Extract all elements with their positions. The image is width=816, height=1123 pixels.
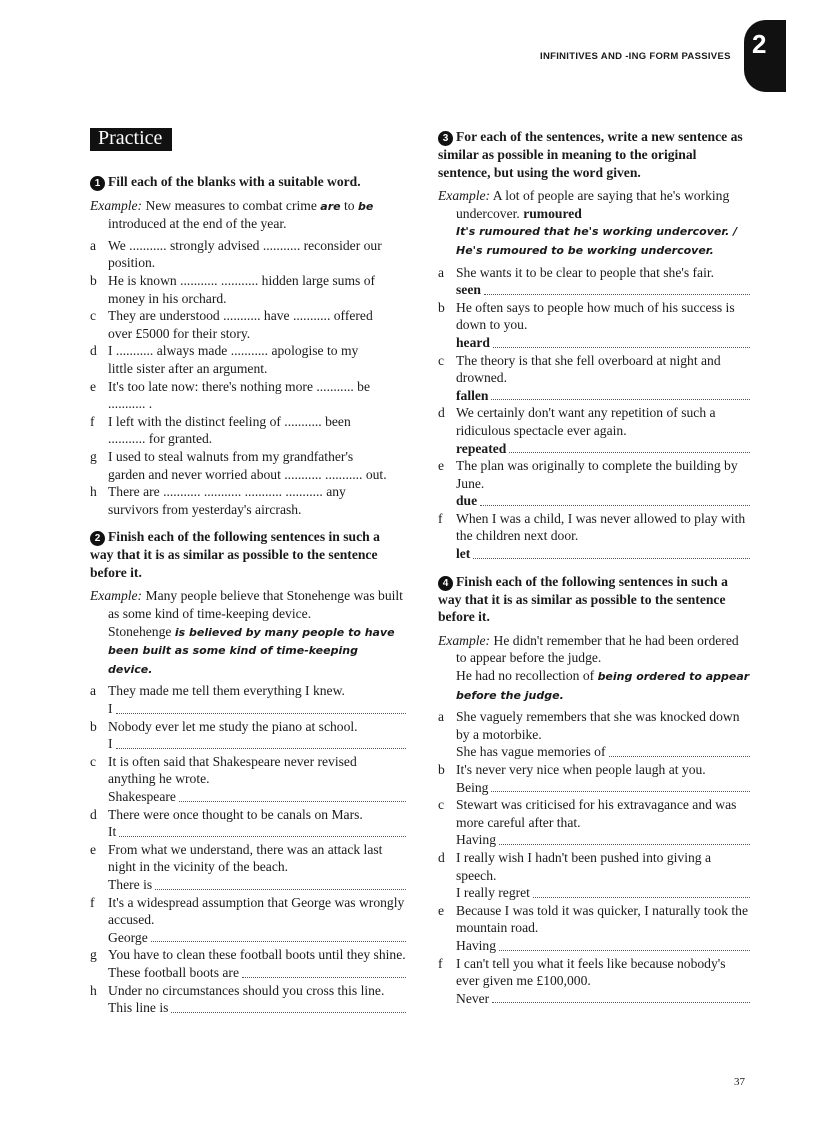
item-sentence: He often says to people how much of his success is down to you. [456, 299, 735, 333]
left-column [90, 128, 406, 1017]
exercise-item [438, 902, 750, 955]
answer-line[interactable] [491, 780, 750, 792]
item-letter: g [90, 448, 97, 464]
item-letter: a [90, 237, 97, 253]
item-letter: d [438, 849, 445, 865]
item-line: little sister after an argument. [108, 360, 268, 376]
exercise-item [90, 806, 406, 841]
item-letter: c [90, 753, 97, 769]
start-word: I [108, 736, 113, 752]
item-letter: e [438, 902, 445, 918]
item-sentence: We certainly don't want any repetition of such a ridiculous spectacle ever again. [456, 405, 716, 438]
item-letter: b [438, 762, 445, 777]
exercise-item [438, 761, 750, 796]
item-letter: b [90, 272, 97, 288]
item-letter: d [90, 806, 97, 822]
answer-line[interactable] [155, 878, 406, 890]
item-line: survivors from yesterday's aircrash. [108, 501, 302, 517]
exercise-item [438, 352, 750, 405]
exercise-item [90, 448, 406, 483]
item-line: He is known ........... ........... hidden large sums of [108, 272, 376, 288]
exercise-number-icon: 3 [438, 131, 453, 146]
exercise-3-items [438, 264, 750, 563]
item-sentence: From what we understand, there was an attack last night in the vicinity of the beach. [108, 841, 383, 875]
exercise-item [438, 849, 750, 902]
answer-line[interactable] [499, 833, 750, 845]
key-word: seen [456, 282, 481, 298]
exercise-item [438, 510, 750, 563]
exercise-1-items [90, 237, 406, 519]
exercise-item [90, 237, 406, 272]
key-word: fallen [456, 387, 489, 403]
item-line: ........... . [108, 396, 153, 412]
answer-line[interactable] [116, 702, 406, 714]
key-word: let [456, 546, 471, 562]
start-word: Having [456, 937, 497, 953]
item-sentence: She vaguely remembers that she was knocked down by a motorbike. [456, 709, 740, 742]
start-word: It [108, 824, 117, 840]
item-letter: h [90, 982, 97, 998]
item-letter: f [438, 510, 443, 526]
exercise-item [90, 342, 406, 377]
exercise-item [90, 982, 406, 1017]
item-sentence: She wants it to be clear to people that she's fair. [456, 264, 715, 280]
exercise-item [90, 682, 406, 717]
item-sentence: There were once thought to be canals on Mars. [108, 806, 363, 822]
exercise-2-items [90, 682, 406, 1016]
item-letter: g [90, 947, 97, 963]
running-header: INFINITIVES AND -ING FORM PASSIVES [540, 51, 731, 62]
item-sentence: I really wish I hadn't been pushed into giving a speech. [456, 849, 712, 883]
item-letter: c [438, 797, 445, 813]
item-letter: a [90, 683, 97, 699]
exercise-number-icon: 4 [438, 576, 453, 591]
item-letter: a [438, 709, 445, 725]
answer-line[interactable] [609, 745, 751, 757]
item-sentence: It's never very nice when people laugh at you. [456, 762, 706, 777]
exercise-item [90, 946, 406, 981]
exercise-item [438, 708, 750, 761]
exercise-1-title: 1 Fill each of the blanks with a suitable word. [90, 173, 406, 191]
start-word: I [108, 701, 113, 717]
item-letter: f [90, 894, 95, 910]
start-word: George [108, 929, 148, 945]
practice-heading: Practice [90, 128, 172, 151]
answer-line[interactable] [151, 930, 406, 942]
start-word: Having [456, 832, 497, 848]
item-line: I left with the distinct feeling of ........... been [108, 413, 351, 429]
answer-line[interactable] [116, 737, 406, 749]
start-word: These football boots are [108, 964, 239, 980]
item-sentence: Stewart was criticised for his extravagance and was more careful after that. [456, 797, 737, 830]
item-line: garden and never worried about ........... ........... out. [108, 466, 387, 482]
item-letter: b [90, 718, 97, 734]
exercise-item [438, 457, 750, 510]
answer-line[interactable] [491, 388, 750, 400]
exercise-item [438, 955, 750, 1008]
item-line: They are understood ........... have ........... offered [108, 308, 373, 324]
key-word: repeated [456, 440, 507, 456]
start-word: She has vague memories of [456, 744, 606, 760]
item-letter: d [90, 343, 97, 359]
start-word: Shakespeare [108, 789, 176, 804]
item-sentence: I can't tell you what it feels like because nobody's ever given me £100,000. [456, 955, 726, 989]
item-sentence: It's a widespread assumption that George was wrongly accused. [108, 894, 405, 928]
exercise-3-title: 3 For each of the sentences, write a new sentence as similar as possible in meaning to the original sentence, but using the word given. [438, 129, 743, 180]
item-letter: h [90, 484, 97, 500]
exercise-3-example: Example: A lot of people are saying that he's working undercover. rumoured It's rumoured that he's working undercover. / He's rumoured to be working undercover. [438, 188, 738, 257]
exercise-number-icon: 2 [90, 531, 105, 546]
exercise-4-items [438, 708, 750, 1007]
item-sentence: Nobody ever let me study the piano at school. [108, 718, 358, 734]
exercise-number-icon: 1 [90, 176, 105, 191]
start-word: Being [456, 779, 489, 795]
answer-line[interactable] [492, 991, 750, 1003]
exercise-item [438, 264, 750, 299]
item-sentence: You have to clean these football boots until they shine. [108, 947, 406, 963]
item-letter: f [438, 955, 443, 971]
start-word: I really regret [456, 885, 530, 901]
item-line: We ........... strongly advised ........... reconsider our [108, 237, 382, 253]
item-line: It's too late now: there's nothing more ........... be [108, 378, 370, 394]
answer-line[interactable] [484, 283, 750, 295]
answer-line[interactable] [533, 886, 750, 898]
item-sentence: Under no circumstances should you cross this line. [108, 982, 385, 998]
answer-line[interactable] [499, 939, 750, 951]
exercise-item [90, 272, 406, 307]
exercise-item [90, 413, 406, 448]
exercise-item [90, 483, 406, 518]
item-line: position. [108, 255, 156, 271]
answer-line[interactable] [242, 966, 406, 978]
exercise-4-title: 4 Finish each of the following sentences in such a way that it is as similar as possible to the sentence before it. [438, 573, 728, 625]
key-word: due [456, 493, 478, 509]
item-line: There are ........... ........... ........... ........... any [108, 484, 346, 500]
item-letter: a [438, 264, 445, 280]
item-sentence: The theory is that she fell overboard at night and drowned. [456, 352, 721, 386]
exercise-1-example: Example: New measures to combat crime are to be introduced at the end of the year. [90, 197, 374, 232]
exercise-item [90, 718, 406, 753]
start-word: This line is [108, 1000, 169, 1016]
answer-line[interactable] [509, 441, 750, 453]
exercise-item [90, 307, 406, 342]
item-sentence: It is often said that Shakespeare never revised anything he wrote. [108, 753, 357, 787]
exercise-2-example: Example: Many people believe that Stonehenge was built as some kind of time-keeping device. Stonehenge is believed by many people to have been built as some kind of time-keeping device. [90, 588, 403, 676]
answer-line[interactable] [179, 790, 406, 802]
exercise-item [90, 753, 406, 806]
item-letter: d [438, 405, 445, 421]
exercise-item [90, 894, 406, 947]
item-line: money in his orchard. [108, 290, 227, 306]
item-sentence: The plan was originally to complete the building by June. [456, 458, 738, 491]
item-letter: e [90, 378, 97, 394]
answer-line[interactable] [119, 825, 406, 837]
start-word: There is [108, 876, 153, 892]
exercise-item [438, 299, 750, 352]
item-line: I ........... always made ........... apologise to my [108, 343, 359, 359]
item-letter: c [438, 352, 445, 368]
answer-line[interactable] [480, 494, 750, 506]
answer-line[interactable] [473, 547, 750, 559]
answer-line[interactable] [171, 1001, 406, 1013]
exercise-item [90, 378, 406, 413]
right-column [438, 128, 750, 1007]
item-line: I used to steal walnuts from my grandfather's [108, 448, 354, 464]
exercise-2-title: 2 Finish each of the following sentences in such a way that it is as similar as possible to the sentence before it. [90, 529, 380, 580]
item-letter: e [438, 458, 445, 474]
exercise-item [438, 404, 750, 457]
item-letter: c [90, 308, 97, 324]
item-sentence: Because I was told it was quicker, I naturally took the mountain road. [456, 902, 749, 936]
exercise-item [438, 796, 750, 849]
unit-number: 2 [752, 29, 767, 59]
exercise-4-example: Example: He didn't remember that he had been ordered to appear before the judge. He had no recollection of being ordered to appear before the judge. [438, 632, 750, 702]
item-letter: f [90, 413, 95, 429]
answer-line[interactable] [493, 336, 750, 348]
item-line: ........... for granted. [108, 431, 213, 447]
item-line: over £5000 for their story. [108, 325, 251, 341]
page-number: 37 [734, 1076, 745, 1088]
exercise-item [90, 841, 406, 894]
start-word: Never [456, 990, 490, 1006]
item-sentence: They made me tell them everything I knew. [108, 683, 345, 699]
item-letter: e [90, 841, 97, 857]
item-letter: b [438, 299, 445, 315]
item-sentence: When I was a child, I was never allowed to play with the children next door. [456, 510, 746, 544]
key-word: heard [456, 334, 490, 350]
